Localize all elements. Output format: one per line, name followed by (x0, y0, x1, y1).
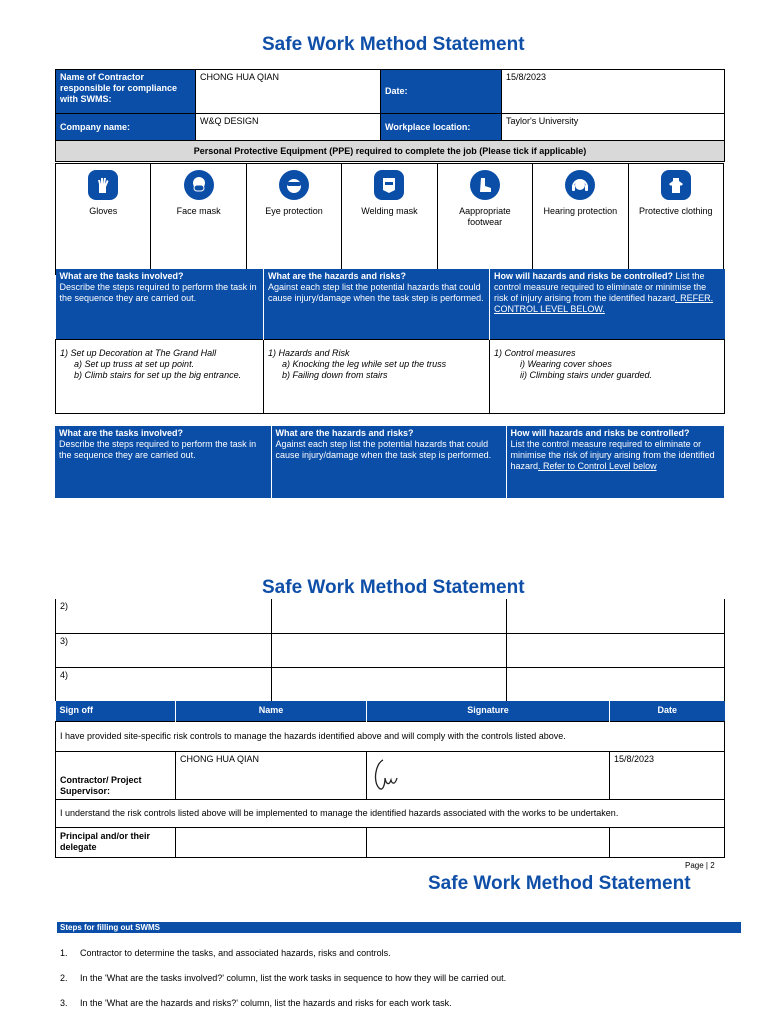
ppe-label: Protective clothing (638, 206, 713, 216)
steps-header: Steps for filling out SWMS (57, 922, 741, 933)
date-value: 15/8/2023 (502, 70, 725, 114)
contractor-value: CHONG HUA QIAN (196, 70, 381, 114)
ppe-label: Eye protection (265, 206, 323, 216)
ppe-protective-clothing[interactable] (628, 164, 723, 275)
hazards-header: What are the hazards and risks? Against each step list the potential hazards that could cause injury/damage when the task step is performed. (264, 269, 490, 339)
supervisor-signature[interactable] (367, 751, 610, 799)
control-cell (507, 667, 725, 701)
task-title: 1) Set up Decoration at The Grand Hall (60, 347, 217, 358)
task-item: a) Set up truss at set up point. (74, 358, 195, 369)
ppe-label: Face mask (176, 206, 221, 216)
hearing-protection-icon (565, 170, 595, 200)
gloves-icon (88, 170, 118, 200)
control-level-link[interactable]: . Refer to Control Level below (538, 461, 657, 471)
row-number: 4) (56, 667, 272, 701)
ppe-header: Personal Protective Equipment (PPE) required to complete the job (Please tick if applicable) (56, 141, 725, 162)
signoff-table (55, 701, 725, 858)
principal-name[interactable] (176, 827, 367, 857)
hazard-cell (264, 339, 490, 413)
control-level-link[interactable]: . REFER. CONTROL LEVEL BELOW. (494, 293, 714, 314)
workplace-value: Taylor's University (502, 114, 725, 141)
page-title: Safe Work Method Statement (262, 34, 525, 55)
tasks-header: What are the tasks involved? Describe the steps required to perform the task in the sequence they are carried out. (55, 426, 271, 498)
page-number: Page | 2 (685, 861, 715, 870)
step-item: 2. In the 'What are the tasks involved?' column, list the work tasks in sequence to how they will be carried out. (60, 973, 507, 983)
supervisor-name: CHONG HUA QIAN (176, 751, 367, 799)
date-label: Date: (381, 70, 502, 114)
contractor-label: Name of Contractor responsible for compliance with SWMS: (56, 70, 196, 114)
control-item: i) Wearing cover shoes (520, 358, 612, 369)
principal-date[interactable] (610, 827, 725, 857)
control-cell (490, 339, 725, 413)
ppe-label: Gloves (89, 206, 118, 216)
hazard-title: 1) Hazards and Risk (268, 347, 350, 358)
ppe-footwear[interactable] (437, 164, 532, 275)
control-cell (507, 633, 725, 667)
footwear-icon (470, 170, 500, 200)
task-header-repeat (55, 426, 724, 498)
controls-header: How will hazards and risks be controlled? List the control measure required to eliminate or minimise the risk of injury arising from the identified hazard. Refer to Control Level below (506, 426, 724, 498)
date-head: Date (610, 701, 725, 721)
tasks-header: What are the tasks involved? Describe the steps required to perform the task in the sequence they are carried out. (56, 269, 264, 339)
signoff-head: Sign off (56, 701, 176, 721)
ppe-table (55, 163, 724, 275)
ppe-label: Aappropriate footwear (459, 206, 511, 227)
eye-protection-icon (279, 170, 309, 200)
protective-clothing-icon (661, 170, 691, 200)
task-item: b) Climb stairs for set up the big entrance. (74, 369, 242, 380)
ppe-eye-protection[interactable] (246, 164, 341, 275)
supervisor-date: 15/8/2023 (610, 751, 725, 799)
company-value: W&Q DESIGN (196, 114, 381, 141)
contractor-info-table (55, 69, 725, 162)
row-number: 2) (56, 599, 272, 633)
hazard-item: b) Failing down from stairs (282, 369, 388, 380)
step-item: 1. Contractor to determine the tasks, and associated hazards, risks and controls. (60, 948, 391, 958)
welding-mask-icon (374, 170, 404, 200)
ppe-label: Welding mask (361, 206, 418, 216)
hazard-cell (272, 599, 507, 633)
face-mask-icon (184, 170, 214, 200)
supervisor-label: Contractor/ Project Supervisor: (56, 751, 176, 799)
ppe-face-mask[interactable] (151, 164, 246, 275)
task-table (55, 269, 725, 414)
row-number: 3) (56, 633, 272, 667)
control-title: 1) Control measures (494, 347, 576, 358)
ppe-label: Hearing protection (543, 206, 618, 216)
hazard-cell (272, 633, 507, 667)
signature-head: Signature (367, 701, 610, 721)
workplace-label: Workplace location: (381, 114, 502, 141)
step-item: 3. In the 'What are the hazards and risks?' column, list the hazards and risks for each work task. (60, 998, 452, 1008)
hazards-header: What are the hazards and risks? Against each step list the potential hazards that could cause injury/damage when the task step is performed. (271, 426, 506, 498)
name-head: Name (176, 701, 367, 721)
statement-principal: I understand the risk controls listed above will be implemented to manage the identified hazards associated with the works to be undertaken. (56, 799, 725, 827)
control-item: ii) Climbing stairs under guarded. (520, 369, 653, 380)
ppe-welding-mask[interactable] (342, 164, 437, 275)
task-rows-table (55, 599, 725, 701)
company-label: Company name: (56, 114, 196, 141)
controls-header: How will hazards and risks be controlled? List the control measure required to eliminate or minimise the risk of injury arising from the identified hazard. REFER. CONTROL LEVEL BELOW. (490, 269, 725, 339)
ppe-gloves[interactable] (56, 164, 151, 275)
principal-signature[interactable] (367, 827, 610, 857)
page-title: Safe Work Method Statement (428, 873, 691, 894)
hazard-item: a) Knocking the leg while set up the truss (282, 358, 447, 369)
ppe-hearing-protection[interactable] (533, 164, 628, 275)
task-cell (56, 339, 264, 413)
signature-image (369, 752, 409, 798)
hazard-cell (272, 667, 507, 701)
control-cell (507, 599, 725, 633)
principal-label: Principal and/or their delegate (56, 827, 176, 857)
statement-contractor: I have provided site-specific risk controls to manage the hazards identified above and will comply with the controls listed above. (56, 721, 725, 751)
page-title: Safe Work Method Statement (262, 577, 525, 598)
